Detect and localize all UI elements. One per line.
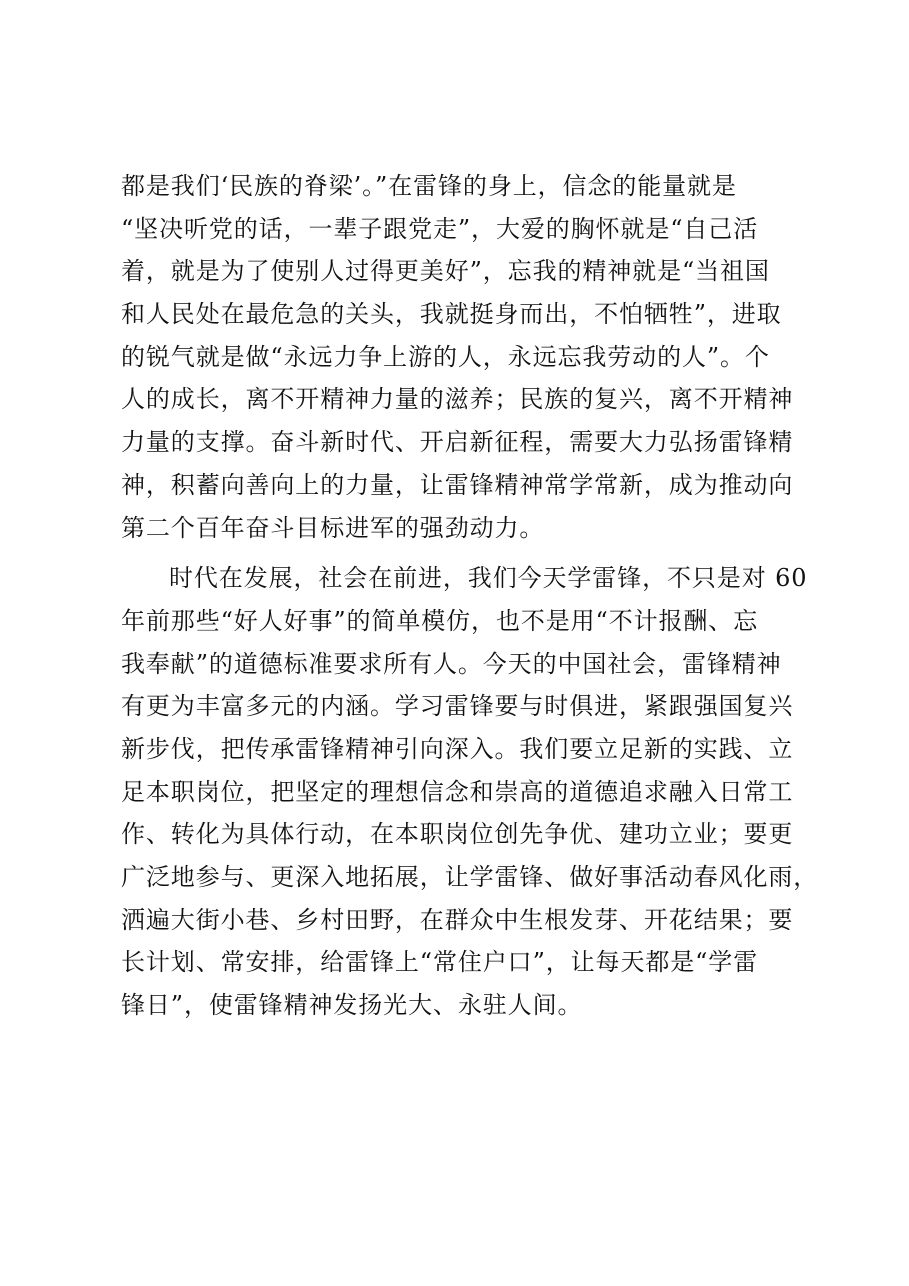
paragraph-spacer [121,549,811,557]
document-body [121,165,819,1027]
paragraph-line: 新步伐，把传承雷锋精神引向深入。我们要立足新的实践、立 [121,734,794,763]
paragraph-line: 年前那些“好人好事”的简单模仿，也不是用“不计报酬、忘 [121,606,759,635]
paragraph-line: 着，就是为了使别人过得更美好”，忘我的精神就是“当祖国 [121,257,770,286]
paragraph-line: 锋日”，使雷锋精神发扬光大、永驻人间。 [121,991,583,1020]
paragraph-line: 作、转化为具体行动，在本职岗位创先争优、建功立业；要更 [121,820,794,849]
paragraph-line: “坚决听党的话，一辈子跟党走”，大爱的胸怀就是“自己活 [121,214,759,243]
paragraph-line: 广泛地参与、更深入地拓展，让学雷锋、做好事活动春风化雨， [121,863,819,891]
paragraph-line: 第二个百年奋斗目标进军的强劲动力。 [121,513,545,542]
paragraph-line: 神，积蓄向善向上的力量，让雷锋精神常学常新，成为推动向 [121,470,794,499]
paragraph-line: 的锐气就是做“永远力争上游的人，永远忘我劳动的人”。个 [121,342,770,371]
paragraph-line: 人的成长，离不开精神力量的滋养；民族的复兴，离不开精神 [121,385,794,414]
paragraph-line: 和人民处在最危急的关头，我就挺身而出，不怕牺牲”，进取 [121,300,782,329]
paragraph-line: 洒遍大街小巷、乡村田野，在群众中生根发芽、开花结果；要 [121,905,794,934]
paragraph-2 [121,557,819,1027]
paragraph-line: 都是我们‘民族的脊梁’。”在雷锋的身上，信念的能量就是 [121,172,737,200]
paragraph-line: 有更为丰富多元的内涵。学习雷锋要与时俱进，紧跟强国复兴 [121,692,794,721]
paragraph-line: 我奉献”的道德标准要求所有人。今天的中国社会，雷锋精神 [121,649,782,678]
paragraph-line: 时代在发展，社会在前进，我们今天学雷锋，不只是对 60 [169,564,808,593]
paragraph-line: 长计划、常安排，给雷锋上“常住户口”，让每天都是“学雷 [121,948,759,977]
paragraph-1 [121,165,811,549]
paragraph-line: 力量的支撑。奋斗新时代、开启新征程，需要大力弘扬雷锋精 [121,428,794,457]
paragraph-line: 足本职岗位，把坚定的理想信念和崇高的道德追求融入日常工 [121,777,794,806]
